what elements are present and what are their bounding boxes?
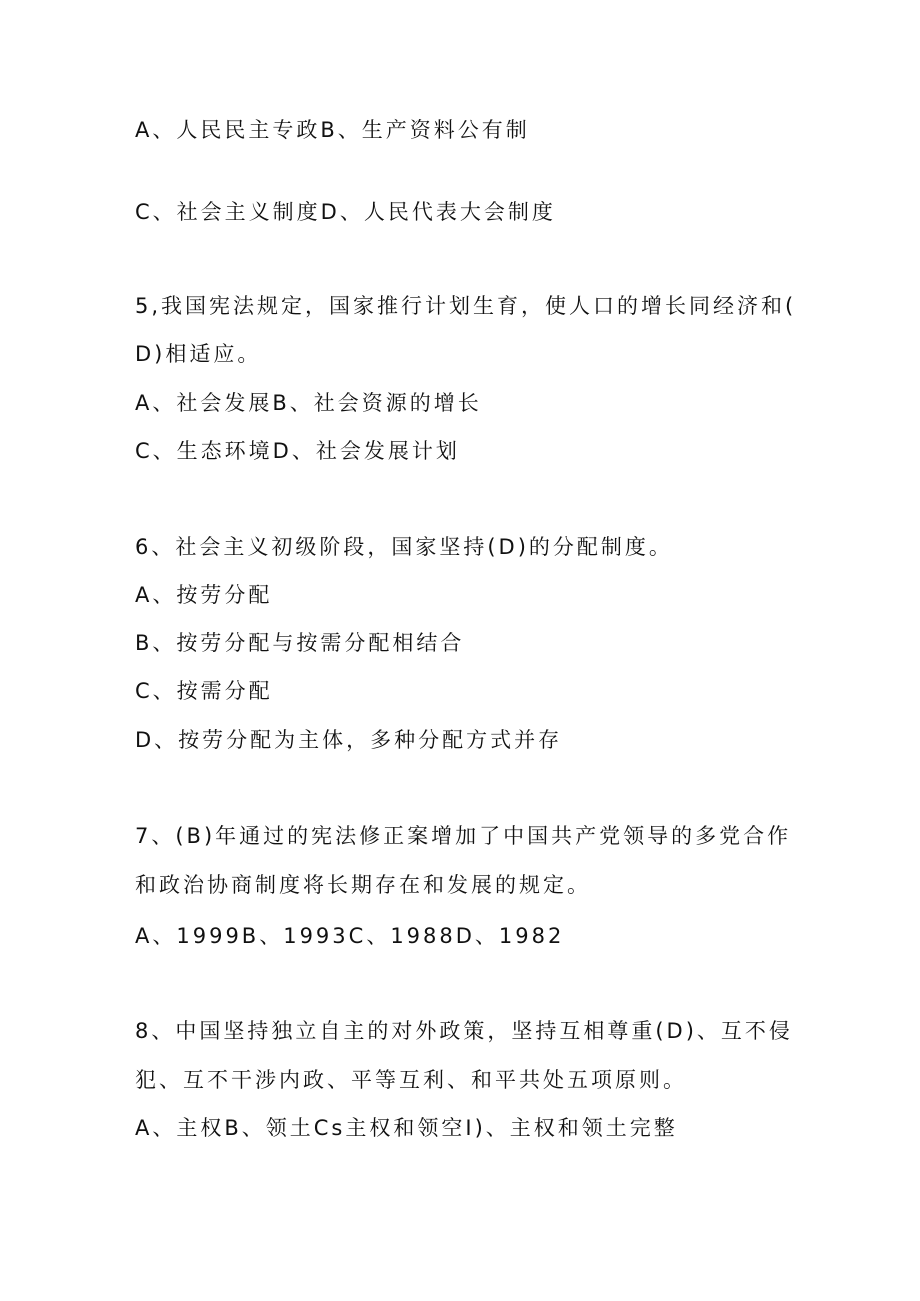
q5-options-cd: C、生态环境D、社会发展计划	[135, 439, 460, 463]
q8-stem-line1: 8、中国坚持独立自主的对外政策，坚持互相尊重(D)、互不侵	[135, 1019, 793, 1043]
q5-stem-line1: 5,我国宪法规定，国家推行计划生育，使人口的增长同经济和(	[135, 294, 797, 318]
q6-option-c: C、按需分配	[135, 679, 273, 703]
q7-options: A、1999B、1993C、1988D、1982	[135, 924, 565, 948]
q5-options-ab: A、社会发展B、社会资源的增长	[135, 391, 482, 415]
q6-stem: 6、社会主义初级阶段，国家坚持(D)的分配制度。	[135, 535, 673, 559]
q6-option-b: B、按劳分配与按需分配相结合	[135, 631, 465, 655]
q4-options-cd: C、社会主义制度D、人民代表大会制度	[135, 200, 556, 224]
q7-stem-line1: 7、(B)年通过的宪法修正案增加了中国共产党领导的多党合作	[135, 824, 792, 848]
q6-option-d: D、按劳分配为主体，多种分配方式并存	[135, 728, 563, 752]
q8-options: A、主权B、领土Cs主权和领空I)、主权和领土完整	[135, 1116, 678, 1140]
q5-stem-line2: D)相适应。	[135, 342, 262, 366]
q8-stem-line2: 犯、互不干涉内政、平等互利、和平共处五项原则。	[135, 1068, 687, 1092]
q4-options-ab: A、人民民主专政B、生产资料公有制	[135, 118, 530, 142]
q7-stem-line2: 和政治协商制度将长期存在和发展的规定。	[135, 873, 591, 897]
q6-option-a: A、按劳分配	[135, 583, 273, 607]
